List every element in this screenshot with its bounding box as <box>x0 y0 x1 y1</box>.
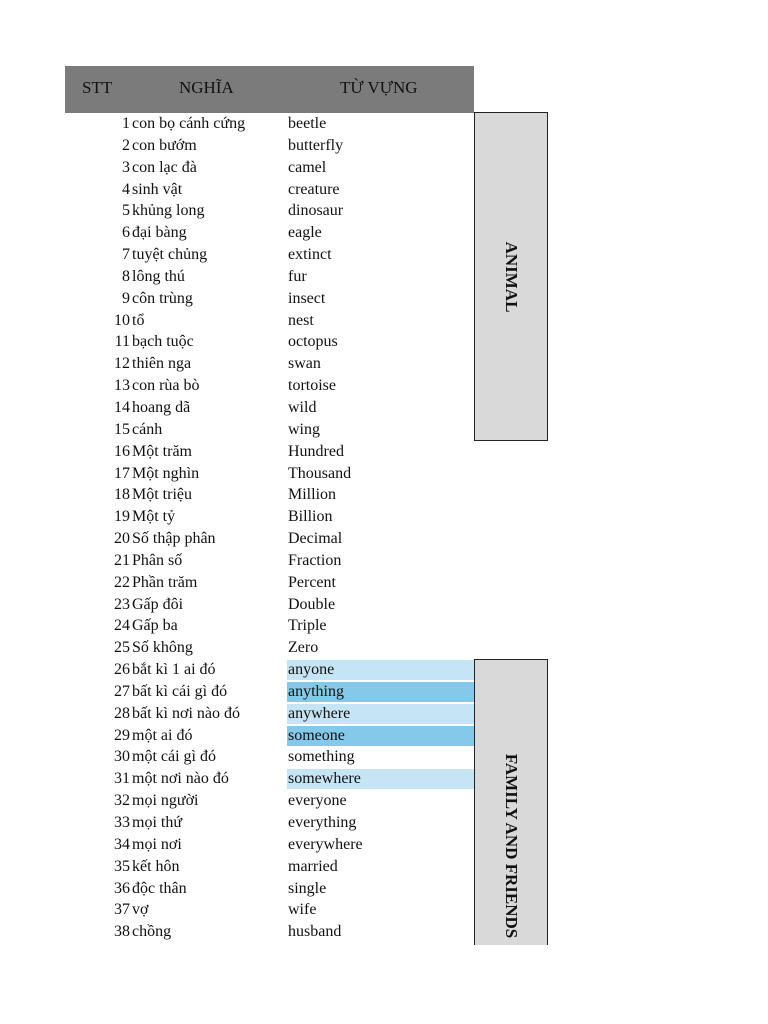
table-row <box>0 899 474 921</box>
row-meaning: tuyệt chủng <box>132 246 208 264</box>
row-meaning: Một nghìn <box>132 464 200 482</box>
table-row <box>0 834 474 856</box>
row-word: wild <box>288 398 317 416</box>
category-family-label: FAMILY AND FRIENDS <box>502 753 521 939</box>
row-number: 3 <box>122 158 130 176</box>
row-number: 15 <box>114 420 130 438</box>
row-number: 34 <box>114 835 130 853</box>
row-word: husband <box>288 923 342 941</box>
row-meaning: Một tỷ <box>132 508 176 526</box>
row-number: 20 <box>114 530 130 548</box>
row-number: 36 <box>114 879 130 897</box>
row-number: 35 <box>114 857 130 875</box>
row-meaning: mọi người <box>132 792 199 810</box>
row-meaning: cánh <box>132 420 163 438</box>
row-meaning: con lạc đà <box>132 158 197 176</box>
row-number: 5 <box>122 202 130 220</box>
table-row <box>0 812 474 834</box>
row-word: eagle <box>288 224 322 242</box>
row-number: 38 <box>114 923 130 941</box>
row-meaning: độc thân <box>132 879 187 897</box>
vocabulary-table <box>0 113 474 943</box>
table-row <box>0 768 474 790</box>
row-meaning: côn trùng <box>132 289 193 307</box>
row-word: everyone <box>288 792 347 810</box>
row-word: creature <box>288 180 340 198</box>
row-meaning: lông thú <box>132 267 185 285</box>
table-header <box>65 66 474 113</box>
row-meaning: chồng <box>132 923 172 941</box>
row-word: everywhere <box>288 835 363 853</box>
row-meaning: đại bàng <box>132 224 187 242</box>
row-meaning: con bọ cánh cứng <box>132 115 246 132</box>
table-row <box>0 637 474 659</box>
table-row <box>0 921 474 943</box>
header-meaning: NGHĨA <box>179 78 234 97</box>
row-meaning: con bướm <box>132 136 197 154</box>
category-animal-label: ANIMAL <box>502 241 521 312</box>
row-word: Percent <box>288 573 336 591</box>
table-row <box>0 353 474 375</box>
row-number: 12 <box>114 355 130 373</box>
row-meaning: bạch tuộc <box>132 333 194 351</box>
table-row <box>0 856 474 878</box>
table-row <box>0 310 474 332</box>
row-meaning: tổ <box>132 311 145 329</box>
row-meaning: hoang dã <box>132 398 191 416</box>
row-word: extinct <box>288 246 332 264</box>
row-number: 32 <box>114 792 130 810</box>
row-word: Double <box>288 595 336 613</box>
row-number: 19 <box>114 508 130 526</box>
row-number: 2 <box>122 136 130 154</box>
row-word: Triple <box>288 617 327 635</box>
row-meaning: Một trăm <box>132 442 192 460</box>
row-number: 4 <box>122 180 130 198</box>
row-meaning: bất kì nơi nào đó <box>132 704 240 722</box>
row-word: Decimal <box>288 530 343 548</box>
row-number: 9 <box>122 289 130 307</box>
row-number: 28 <box>114 704 130 722</box>
row-word: Hundred <box>288 442 344 460</box>
table-row <box>0 790 474 812</box>
row-number: 17 <box>114 464 130 482</box>
row-word: someone <box>287 726 474 746</box>
table-row <box>0 681 474 703</box>
row-number: 22 <box>114 573 130 591</box>
row-word: fur <box>288 267 307 285</box>
table-row <box>0 331 474 353</box>
row-number: 24 <box>114 617 130 635</box>
row-number: 27 <box>114 682 130 700</box>
row-word: anywhere <box>287 704 474 724</box>
row-number: 8 <box>122 267 130 285</box>
table-row <box>0 266 474 288</box>
row-number: 23 <box>114 595 130 613</box>
row-number: 31 <box>114 770 130 788</box>
table-row <box>0 157 474 179</box>
table-row <box>0 615 474 637</box>
row-meaning: Phân số <box>132 551 183 569</box>
table-row <box>0 878 474 900</box>
row-meaning: Gấp ba <box>132 617 178 635</box>
table-row <box>0 594 474 616</box>
row-word: wing <box>288 420 320 438</box>
row-meaning: bất kì cái gì đó <box>132 682 228 700</box>
row-word: everything <box>288 814 357 831</box>
row-meaning: Một triệu <box>132 486 192 504</box>
table-row <box>0 135 474 157</box>
row-word: octopus <box>288 333 338 351</box>
category-animal <box>474 112 548 441</box>
table-row <box>0 288 474 310</box>
table-row <box>0 179 474 201</box>
row-word: wife <box>288 901 317 919</box>
row-number: 26 <box>114 661 130 679</box>
table-row <box>0 484 474 506</box>
row-number: 30 <box>114 748 130 766</box>
row-meaning: sinh vật <box>132 180 183 198</box>
row-meaning: một ai đó <box>132 726 193 744</box>
row-number: 13 <box>114 377 130 395</box>
row-word: single <box>288 879 327 897</box>
row-word: beetle <box>288 115 327 132</box>
row-number: 11 <box>114 333 130 351</box>
row-meaning: Phần trăm <box>132 573 198 591</box>
row-number: 29 <box>114 726 130 744</box>
table-row <box>0 375 474 397</box>
row-word: swan <box>288 355 321 373</box>
row-number: 7 <box>122 246 130 264</box>
table-row <box>0 506 474 528</box>
row-word: butterfly <box>288 136 344 154</box>
row-word: dinosaur <box>288 202 344 220</box>
row-word: nest <box>288 311 314 329</box>
row-word: Billion <box>288 508 333 526</box>
table-row <box>0 244 474 266</box>
table-row <box>0 397 474 419</box>
table-row <box>0 725 474 747</box>
table-row <box>0 572 474 594</box>
table-row <box>0 659 474 681</box>
row-word: tortoise <box>288 377 336 395</box>
row-word: Fraction <box>288 551 342 569</box>
table-row <box>0 200 474 222</box>
row-word: married <box>288 857 338 875</box>
row-meaning: con rùa bò <box>132 377 200 395</box>
row-word: anyone <box>287 660 474 680</box>
row-word: Million <box>288 486 337 504</box>
row-meaning: thiên nga <box>132 355 192 373</box>
row-number: 25 <box>114 639 130 657</box>
table-row <box>0 550 474 572</box>
row-meaning: kết hôn <box>132 857 180 875</box>
row-number: 1 <box>122 115 130 132</box>
row-meaning: khủng long <box>132 202 205 220</box>
row-number: 6 <box>122 224 130 242</box>
row-number: 18 <box>114 486 130 504</box>
header-vocabulary: TỪ VỰNG <box>340 78 418 97</box>
row-number: 16 <box>114 442 130 460</box>
row-word: camel <box>288 158 327 176</box>
row-number: 37 <box>114 901 130 919</box>
row-word: something <box>288 748 355 766</box>
row-number: 10 <box>114 311 130 329</box>
category-family-and-friends <box>474 659 548 945</box>
table-row <box>0 463 474 485</box>
row-number: 21 <box>114 551 130 569</box>
header-stt: STT <box>82 78 113 97</box>
row-meaning: Số thập phân <box>132 530 216 548</box>
row-meaning: bắt kì 1 ai đó <box>132 661 216 679</box>
row-meaning: Số không <box>132 639 193 657</box>
row-number: 33 <box>114 814 130 831</box>
row-meaning: một nơi nào đó <box>132 770 229 788</box>
table-row <box>0 419 474 441</box>
row-word: insect <box>288 289 326 307</box>
table-row <box>0 746 474 768</box>
table-row <box>0 441 474 463</box>
row-word: Zero <box>288 639 319 657</box>
table-row <box>0 703 474 725</box>
row-word: anything <box>287 682 474 702</box>
row-meaning: vợ <box>132 901 149 919</box>
table-row <box>0 528 474 550</box>
row-meaning: mọi thứ <box>132 814 183 831</box>
row-word: somewhere <box>287 769 474 789</box>
row-meaning: mọi nơi <box>132 835 182 853</box>
table-row <box>0 222 474 244</box>
table-row <box>0 113 474 135</box>
row-word: Thousand <box>288 464 352 482</box>
row-number: 14 <box>114 398 130 416</box>
row-meaning: Gấp đôi <box>132 595 184 613</box>
row-meaning: một cái gì đó <box>132 748 216 766</box>
